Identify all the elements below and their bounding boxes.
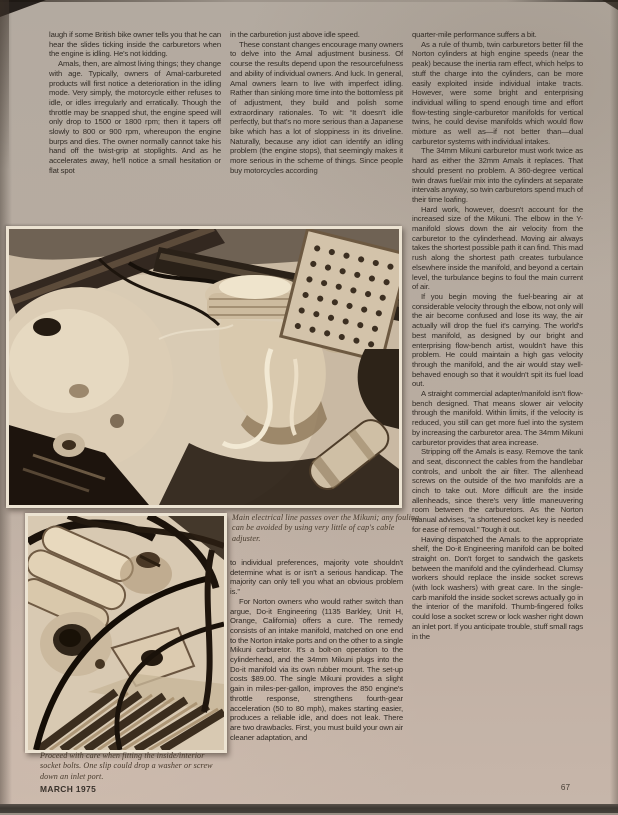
body-paragraph: These constant changes encourage many owners to delve into the Amal adjustment business. Of course the results depend upon the resourcefulness and ability of individual owners. And luck. In general, Amal owners learn to live with imperfect idling. Rather than sinking more time into the bottomless pit of adjustment, they build and polish some extraordinary rationales. To wit: “It doesn't idle perfectly, but that's no more serious than a Japanese bike which has a lot of sloppiness in its driveline. Naturally, because any idiot can identify an idling problem (the engine stops), that seemingly makes it more serious in the scheme of things. Since people buy motorcycles according	[230, 39, 403, 175]
issue-date: MARCH 1975	[40, 784, 97, 794]
photo-caption: Main electrical line passes over the Mikuni; any fouling can be avoided by using very little of cap's cable adjuster.	[232, 513, 420, 543]
body-paragraph: Stripping off the Amals is easy. Remove the tank and seat, disconnect the cables from the handlebar controls, and unbolt the air filter. The allenhead screws on the outside of the two manifolds are a cinch to take out. More difficult are the inside allenheads, since there's very little maneuvering room between the carburetors. As the Norton manual advises, “a shortened socket key is needed for ease of removal.” Tough it out.	[412, 447, 583, 534]
scan-edge-right	[610, 0, 618, 815]
body-paragraph: Amals, then, are almost living things; they change with age. Typically, owners of Amal-carbureted products will first notice a deterioration in the idling mode. Very simply, the motorcycle either refuses to idle, or idles irregularly and erratically. Though the throttle may be snapped shut, the engine speed will only drop to 1500 or 1800 rpm; then it tapers off slowly to 800 or 900 rpm, whereupon the engine burps and dies. The owner normally cannot take his hand off the twist-grip at stoplights. And as he accelerates away, he'll notice a small hesitation or flat spot	[49, 59, 221, 175]
body-paragraph: As a rule of thumb, twin carburetors better fill the Norton cylinders at high engine speeds (near the peak) because the inertia ram effect, which helps to stuff the charge into the cylinders, can be more easily exploited inside individual intake tracts. However, were some bright and enterprising individual willing to spend enough time and effort flow-testing single-carburetor manifolds for vertical twins, he could devise manifolds which would flow mixture as well as—if not better than—dual carburetor systems with individual intakes.	[412, 39, 583, 146]
engine-carburetor-illustration	[9, 229, 399, 505]
scan-edge-left-shadow	[0, 0, 9, 170]
photo-caption: Proceed with care when fitting the inside/interior socket bolts. One slip could drop a washer or screw down an inlet port.	[40, 751, 213, 781]
intake-port-illustration	[28, 516, 224, 750]
body-paragraph: to individual preferences, majority vote shouldn't determine what is or isn't a serious handicap. The majority can only tell you what an obvious problem is.”	[230, 558, 403, 597]
body-paragraph: Having dispatched the Amals to the appropriate shelf, the Do-it Engineering manifold can be bolted straight on. Don't forget to sandwich the gaskets between the manifold and the cylinderhead. Clumsy workers should replace the inside socket screws (with lock washers) with great care. In the single-carb manifold the inside socket screws actually go in the interior of the manifold. Thumb-fingered folks could lose a socket screw or lock washer right down an inlet port. If you anticipate trouble, stuff small rags in the	[412, 534, 583, 641]
body-paragraph: The 34mm Mikuni carburetor must work twice as hard as either the 32mm Amals it replaces. That should present no problem. A 360-degree vertical twin draws fuel/air mix into the cylinders at separate intervals anyway, so twin carburetors spend much of their time loafing.	[412, 146, 583, 204]
body-paragraph: in the carburetion just above idle speed.	[230, 30, 360, 39]
body-paragraph: laugh if some British bike owner tells you that he can hear the slides ticking inside the carburetors when the engine is idling. He's not kidding.	[49, 30, 221, 59]
body-paragraph: A straight commercial adapter/manifold isn't flow-bench designed. That means slower air velocity through the manifold. Within limits, if the velocity is reduced, you still can get more fuel into the system by increasing the carburetor area. The 34mm Mikuni carburetor provides that area increase.	[412, 389, 583, 447]
article-column-2-top	[230, 30, 403, 220]
scan-edge-top	[0, 0, 618, 2]
body-paragraph: quarter-mile performance suffers a bit.	[412, 30, 537, 39]
scan-edge-bottom	[0, 804, 618, 813]
photo-mikuni-engine	[6, 226, 402, 508]
photo-intake-port	[25, 513, 227, 753]
article-column-2-bottom	[230, 558, 403, 801]
body-paragraph: For Norton owners who would rather switch than argue, Do-it Engineering (1135 Barkley, Unit H, Orange, California) offers a cure. The remedy consists of an intake manifold, matched on one end to the Norton intake ports and on the other to a single Mikuni carburetor. It's a bolt-on operation to the cylinderhead, and the 34mm Mikuni plugs into the Do-it manifold via its own rubber mount. The set-up costs $89.00. The single Mikuni provides a slight gain in miles-per-gallon, improves the 850 engine's throttle response, strengthens fourth-gear acceleration (50 to 80 mph), makes starting easier, produces a reliable idle, and does not leak. There are two drawbacks. First, you must build your own air cleaner adaptation, and	[230, 596, 403, 742]
article-column-3	[412, 30, 583, 801]
page-number: 67	[560, 783, 570, 792]
body-paragraph: If you begin moving the fuel-bearing air at considerable velocity through the elbow, not only will the air become confused and lose its way, the air actually will drop the fuel it's carrying. The world's best manifold, as designed by our bright and enterprising flow-bench artist, wouldn't have this problem. He could maintain a high gas velocity through the manifold, and the air would stay well-behaved enough so that it wouldn't spit its fuel load out.	[412, 291, 583, 389]
article-column-1	[49, 30, 221, 216]
body-paragraph: Hard work, however, doesn't account for the increased size of the Mikuni. The elbow in the Y-manifold slows down the air velocity from the carburetor to the cylinderhead. Moving air always takes the shortest possible path it can find. This mad rush along the shortest path creates turbulance elsewhere inside the manifold, and beyond a certain level, the turbulance begins to foul the main current of air.	[412, 204, 583, 292]
